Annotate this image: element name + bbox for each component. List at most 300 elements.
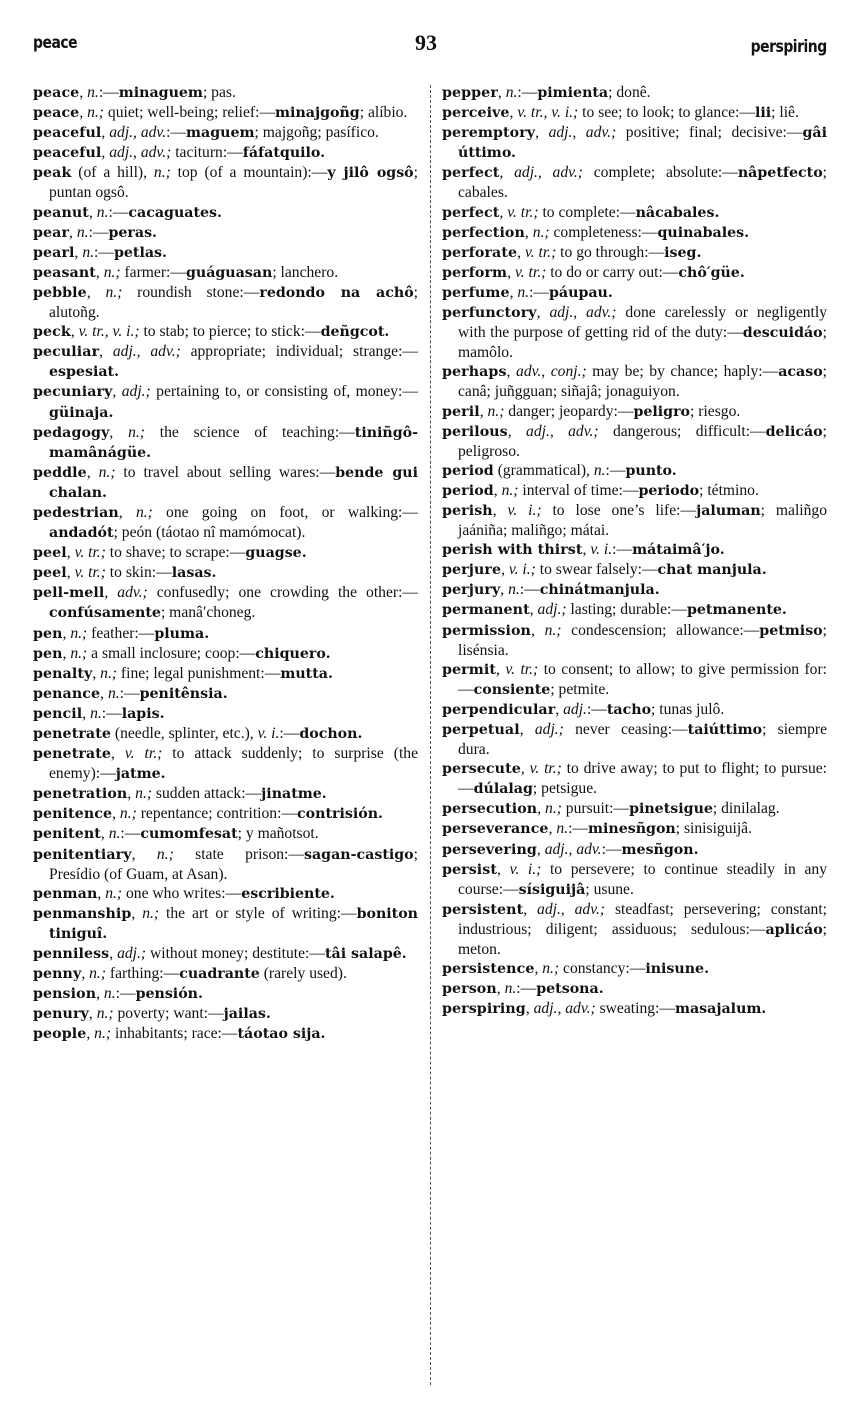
part-of-speech: v. i.; — [507, 501, 542, 519]
definition-text: , — [523, 900, 538, 918]
definition-text: feather:— — [87, 624, 155, 642]
dictionary-entry — [442, 720, 827, 759]
definition-text: , — [95, 263, 104, 281]
part-of-speech: v. tr.; — [507, 203, 539, 221]
definition-text: danger; jeopardy:— — [504, 402, 634, 420]
definition-text: , — [82, 704, 91, 722]
headword: perpendicular — [442, 701, 556, 718]
headword: peanut — [33, 204, 89, 221]
definition-text: , — [525, 1000, 534, 1018]
headword: peaceful — [33, 125, 102, 142]
headword: penetration — [33, 786, 128, 803]
part-of-speech: n.; — [532, 223, 550, 241]
part-of-speech: n.; — [135, 785, 153, 803]
definition-text: , — [109, 945, 118, 963]
part-of-speech: adj., adv. — [544, 840, 602, 858]
part-of-speech: n.; — [87, 104, 104, 122]
definition-text: (rarely used). — [259, 965, 347, 983]
headword: perseverance — [442, 821, 549, 838]
definition-text: , — [492, 501, 508, 519]
dictionary-entry — [33, 964, 418, 984]
definition-text: , — [62, 644, 71, 662]
definition-text: inhabitants; race:— — [111, 1025, 238, 1043]
part-of-speech: v. i.; — [509, 860, 542, 878]
headword: pedagogy — [33, 424, 110, 441]
left-guide-word: peace — [33, 33, 78, 53]
headword: perfect — [442, 165, 500, 182]
definition-text: , — [496, 980, 505, 998]
definition-text: lasting; durable:— — [566, 601, 687, 619]
headword: penetrate — [33, 726, 111, 742]
definition-text: taciturn:— — [171, 144, 243, 162]
translation: guáguasan — [185, 264, 273, 281]
definition-text: pursuit:— — [561, 800, 630, 818]
definition-text: ; majgoñg; pasífico. — [254, 124, 379, 142]
definition-text: state prison:— — [173, 845, 304, 863]
definition-text: to stab; to pierce; to stick:— — [139, 323, 321, 341]
part-of-speech: n. — [90, 704, 102, 722]
definition-text: :— — [115, 985, 136, 1003]
dictionary-entry — [33, 223, 418, 243]
dictionary-entry — [33, 83, 418, 103]
dictionary-entry — [33, 382, 418, 422]
part-of-speech: n.; — [128, 423, 145, 441]
part-of-speech: adj., adv.; — [112, 343, 181, 361]
dictionary-entry — [33, 463, 418, 503]
headword: persevering — [442, 841, 537, 858]
definition-text: one going on foot, or walking:— — [152, 503, 418, 521]
definition-text: , — [534, 960, 543, 978]
definition-text: ; Presídio (of Guam, at Asan). — [49, 845, 418, 883]
definition-text: to do or carry out:— — [546, 263, 679, 281]
dictionary-entry — [442, 223, 827, 243]
headword: penniless — [33, 946, 110, 963]
dictionary-entry — [33, 283, 418, 322]
translation: escribiente. — [241, 885, 335, 902]
definition-text: without money; destitute:— — [146, 945, 325, 963]
definition-text: :— — [519, 581, 540, 599]
dictionary-entry — [33, 143, 418, 163]
headword: perceive — [442, 105, 510, 122]
dictionary-entry — [442, 501, 827, 540]
definition-text: ; donê. — [608, 84, 651, 101]
definition-text: (grammatical), — [493, 461, 594, 479]
dictionary-entry — [442, 422, 827, 461]
dictionary-entry — [442, 999, 827, 1019]
translation: páupau. — [549, 284, 613, 301]
translation: tacho — [606, 701, 652, 718]
translation: peras. — [108, 224, 157, 241]
definition-text: ; lanchero. — [272, 263, 339, 281]
dictionary-entry — [442, 303, 827, 362]
definition-text: , — [86, 1025, 95, 1043]
definition-text: , — [535, 124, 549, 142]
translation: confúsamente — [49, 605, 161, 622]
right-column — [442, 83, 827, 1019]
part-of-speech: adj., adv.; — [549, 304, 617, 322]
part-of-speech: adj., adv.; — [548, 124, 617, 142]
definition-text: completeness:— — [549, 223, 658, 241]
translation: güinaja. — [49, 404, 114, 421]
dictionary-entry — [33, 342, 418, 382]
definition-text: never ceasing:— — [563, 721, 688, 738]
headword: peel — [33, 545, 67, 562]
definition-text: ; mamôlo. — [458, 324, 827, 362]
part-of-speech: n.; — [105, 884, 123, 902]
part-of-speech: adj.; — [121, 383, 151, 401]
dictionary-entry — [442, 959, 827, 979]
definition-text: ; maliñgo jaániña; maliñgo; mátai. — [458, 501, 828, 540]
part-of-speech: n.; — [542, 960, 560, 978]
translation: periodo — [638, 482, 700, 499]
part-of-speech: adj.; — [534, 721, 564, 738]
headword: penalty — [33, 665, 93, 682]
part-of-speech: n. — [556, 820, 569, 838]
part-of-speech: n. — [96, 203, 109, 221]
definition-text: ; sinisiguijâ. — [675, 820, 752, 838]
headword: peddle — [33, 464, 87, 481]
definition-text: , — [509, 283, 518, 301]
definition-text: ; lisénsia. — [458, 621, 827, 659]
definition-text: positive; final; decisive:— — [616, 124, 803, 142]
definition-text: steadfast; persevering; constant; industrious; diligent; assiduous; sedulous:— — [458, 900, 828, 938]
dictionary-entry — [33, 724, 418, 744]
part-of-speech: n.; — [544, 621, 562, 639]
definition-text: , — [100, 684, 108, 702]
part-of-speech: n.; — [70, 644, 88, 662]
definition-text: to persevere; to continue steadily in any course:— — [458, 860, 827, 898]
headword: persecution — [442, 801, 538, 818]
dictionary-entry — [33, 884, 418, 904]
part-of-speech: v. tr.; — [524, 243, 557, 261]
part-of-speech: n.; — [119, 805, 137, 823]
definition-text: :— — [279, 725, 300, 742]
definition-text: , — [111, 745, 125, 763]
definition-text: , — [499, 203, 508, 221]
translation: lapis. — [121, 705, 165, 722]
definition-text: ; alíbio. — [359, 104, 408, 122]
definition-text: ; pas. — [202, 84, 236, 101]
dictionary-entry — [33, 784, 418, 804]
translation: chat manjula. — [657, 562, 767, 579]
definition-text: ; cabales. — [458, 164, 827, 202]
definition-text: , — [100, 825, 109, 843]
part-of-speech: n. — [82, 243, 95, 261]
translation: chô′güe. — [678, 264, 745, 281]
headword: person — [442, 981, 497, 998]
dictionary-entry — [33, 322, 418, 342]
translation: lii — [754, 105, 772, 122]
translation: acaso — [778, 364, 823, 381]
definition-text: , — [97, 884, 106, 902]
definition-text: sweating:— — [595, 1000, 675, 1018]
definition-text: done carelessly or negligently with the purpose of getting rid of the duty:— — [458, 304, 827, 342]
translation: deñgcot. — [320, 324, 390, 341]
translation: pluma. — [154, 625, 210, 642]
headword: penitence — [33, 806, 113, 823]
dictionary-entry — [33, 804, 418, 824]
headword: pearl — [33, 244, 75, 261]
part-of-speech: n. — [505, 84, 518, 101]
definition-text: , — [520, 760, 530, 778]
translation: sagan-castigo — [304, 846, 414, 863]
part-of-speech: n. — [517, 283, 530, 301]
part-of-speech: adj.; — [537, 601, 567, 619]
translation: andadót — [49, 525, 114, 542]
definition-text: :— — [101, 704, 122, 722]
column-divider — [430, 85, 431, 1385]
definition-text: :— — [612, 541, 633, 559]
headword: peaceful — [33, 145, 102, 162]
headword: period — [442, 482, 494, 499]
translation: iseg. — [664, 244, 702, 261]
definition-text: , — [81, 965, 90, 983]
definition-text: , — [66, 564, 75, 582]
dictionary-entry — [442, 123, 827, 163]
definition-text: , — [555, 700, 564, 718]
headword: persistence — [442, 961, 535, 978]
translation: pinetsigue — [629, 801, 713, 818]
definition-text: , — [131, 845, 157, 863]
dictionary-entry — [33, 503, 418, 543]
headword: perfunctory — [442, 305, 537, 322]
headword: perfume — [442, 284, 510, 301]
headword: permit — [442, 661, 496, 678]
definition-text: :— — [119, 684, 140, 702]
headword: peace — [33, 105, 80, 122]
definition-text: condescension; allowance:— — [561, 621, 760, 639]
part-of-speech: adj., adv.; — [514, 164, 583, 182]
headword: perpetual — [442, 722, 520, 738]
definition-text: , — [104, 584, 118, 602]
definition-text: , — [536, 304, 550, 322]
translation: fáfatquilo. — [242, 145, 326, 162]
translation: cumomfesat — [140, 826, 238, 843]
definition-text: one who writes:— — [122, 884, 242, 902]
dictionary-entry — [33, 824, 418, 844]
definition-text: the science of teaching:— — [145, 423, 355, 441]
dictionary-entry — [442, 840, 827, 860]
headword: penury — [33, 1006, 89, 1023]
dictionary-entry — [442, 83, 827, 103]
part-of-speech: v. tr.; — [514, 263, 547, 281]
headword: peel — [33, 565, 67, 582]
part-of-speech: adj., adv.; — [526, 422, 599, 440]
dictionary-entry — [33, 423, 418, 463]
translation: jatme. — [115, 766, 166, 783]
headword: pepper — [442, 85, 498, 101]
definition-text: :— — [517, 84, 538, 101]
headword: permanent — [442, 602, 530, 619]
translation: espesiat. — [49, 364, 120, 381]
headword: perish with thirst — [442, 542, 583, 559]
dictionary-entry — [442, 700, 827, 720]
part-of-speech: n.; — [153, 164, 171, 182]
definition-text: , — [131, 904, 143, 922]
dictionary-entry — [33, 684, 418, 704]
definition-text: , — [74, 243, 83, 261]
part-of-speech: n.; — [135, 503, 153, 521]
dictionary-entry — [33, 1024, 418, 1044]
headword: perjury — [442, 582, 501, 599]
translation: pimienta — [537, 85, 609, 101]
part-of-speech: v. i.; — [508, 561, 536, 579]
translation: petmiso — [759, 622, 823, 639]
translation: tâi salapê. — [324, 946, 407, 963]
definition-text: , — [509, 104, 518, 122]
headword: pell-mell — [33, 585, 105, 602]
dictionary-entry — [442, 799, 827, 819]
part-of-speech: n.; — [98, 463, 116, 481]
definition-text: ; tétmino. — [699, 481, 759, 499]
definition-text: , — [88, 203, 97, 221]
definition-text: quiet; well-being; relief:— — [104, 104, 276, 122]
part-of-speech: v. i. — [590, 541, 613, 559]
part-of-speech: v. tr., v. i.; — [78, 323, 140, 341]
definition-text: (needle, splinter, etc.), — [111, 725, 258, 742]
translation: masajalum. — [674, 1001, 767, 1018]
definition-text: to consent; to allow; to give permission for:— — [458, 660, 828, 698]
definition-text: , — [99, 343, 113, 361]
translation: cacaguates. — [128, 204, 222, 221]
headword: penman — [33, 885, 98, 902]
headword: pebble — [33, 284, 87, 301]
definition-text: ; siempre dura. — [458, 721, 828, 759]
part-of-speech: adj., adv. — [109, 124, 167, 142]
translation: táotao sija. — [237, 1026, 326, 1043]
dictionary-entry — [33, 103, 418, 123]
definition-text: fine; legal punishment:— — [117, 664, 281, 682]
dictionary-entry — [442, 860, 827, 900]
dictionary-entry — [442, 600, 827, 620]
definition-text: , — [495, 660, 506, 678]
definition-text: , — [109, 423, 129, 441]
translation: mátaimâ′jo. — [632, 542, 725, 559]
headword: perjure — [442, 562, 502, 579]
definition-text: , — [501, 561, 509, 579]
definition-text: , — [86, 283, 106, 301]
translation: jaluman — [696, 502, 761, 519]
headword: perish — [442, 502, 493, 519]
translation: maguem — [186, 125, 255, 142]
headword: persistent — [442, 901, 524, 918]
headword: pen — [33, 645, 63, 662]
definition-text: farthing:— — [106, 965, 180, 983]
translation: consiente — [473, 681, 551, 698]
translation: cuadrante — [179, 966, 260, 983]
part-of-speech: n. — [504, 980, 517, 998]
headword: persecute — [442, 761, 521, 778]
translation: nâpetfecto — [737, 165, 823, 182]
headword: peck — [33, 324, 71, 341]
headword: peremptory — [442, 125, 536, 142]
definition-text: :— — [166, 124, 187, 142]
headword: peril — [442, 403, 480, 420]
part-of-speech: v. tr.; — [505, 660, 539, 678]
headword: penitentiary — [33, 846, 132, 863]
part-of-speech: adv.; — [117, 584, 148, 602]
headword: penitent — [33, 826, 101, 843]
dictionary-entry — [33, 644, 418, 664]
translation: mutta. — [280, 665, 333, 682]
definition-text: to attack suddenly; to surprise (the enemy):— — [49, 745, 418, 783]
definition-text: , — [88, 1005, 97, 1023]
definition-text: ; tunas julô. — [651, 700, 725, 718]
dictionary-entry — [442, 819, 827, 839]
definition-text: , — [497, 860, 510, 878]
translation: jailas. — [223, 1006, 271, 1023]
dictionary-entry — [442, 621, 827, 660]
part-of-speech: n.; — [142, 904, 160, 922]
dictionary-entry — [442, 402, 827, 422]
part-of-speech: adj. — [563, 700, 587, 718]
dictionary-entry — [442, 759, 827, 799]
definition-text: , — [497, 84, 506, 101]
definition-text: roundish stone:— — [122, 283, 260, 301]
headword: perspiring — [442, 1001, 526, 1018]
headword: perfect — [442, 204, 500, 221]
headword: peak — [33, 165, 72, 182]
definition-text: :— — [516, 980, 537, 998]
part-of-speech: n.; — [545, 800, 562, 818]
dictionary-entry — [33, 624, 418, 644]
part-of-speech: n. — [108, 825, 121, 843]
definition-text: to drive away; to put to flight; to pursue:— — [458, 760, 828, 798]
part-of-speech: n. — [87, 84, 99, 101]
page-number: 93 — [415, 30, 437, 55]
definition-text: ; meton. — [458, 920, 827, 959]
definition-text: , — [493, 481, 502, 499]
translation: peligro — [633, 403, 691, 420]
headword: pedestrian — [33, 504, 119, 521]
dictionary-entry — [442, 243, 827, 263]
definition-text: ; petmite. — [550, 680, 610, 698]
part-of-speech: v. i. — [257, 725, 280, 742]
dictionary-entry — [33, 163, 418, 202]
definition-text: ; manâ′choneg. — [160, 604, 256, 622]
dictionary-entry — [33, 123, 418, 143]
headword: peace — [33, 85, 80, 101]
definition-text: , — [536, 840, 545, 858]
translation: minajgoñg — [275, 105, 360, 122]
dictionary-entry — [442, 900, 827, 959]
part-of-speech: n. — [593, 461, 606, 479]
dictionary-entry — [33, 744, 418, 784]
part-of-speech: n.; — [100, 664, 118, 682]
part-of-speech: v. tr.; — [124, 745, 163, 763]
definition-text: , — [69, 223, 77, 241]
dictionary-entry — [33, 583, 418, 623]
translation: boniton tiniguî. — [49, 905, 418, 942]
definition-text: to complete:— — [538, 203, 636, 221]
definition-text: appropriate; individual; strange:— — [180, 343, 418, 361]
headword: permission — [442, 622, 531, 639]
definition-text: the art or style of writing:— — [159, 904, 357, 922]
definition-text: dangerous; difficult:— — [598, 422, 766, 440]
definition-text: ; puntan ogsô. — [49, 164, 418, 202]
dictionary-entry — [442, 263, 827, 283]
definition-text: to swear falsely:— — [535, 561, 658, 579]
definition-text: confusedly; one crowding the other:— — [147, 584, 418, 602]
definition-text: ; petsigue. — [532, 780, 598, 798]
definition-text: may be; by chance; haply:— — [586, 363, 779, 381]
headword: pecuniary — [33, 384, 113, 401]
definition-text: farmer:— — [120, 263, 186, 281]
translation: minaguem — [118, 85, 203, 101]
translation: nâcabales. — [635, 204, 720, 221]
translation: quinabales. — [657, 224, 750, 241]
definition-text: , — [519, 721, 535, 738]
